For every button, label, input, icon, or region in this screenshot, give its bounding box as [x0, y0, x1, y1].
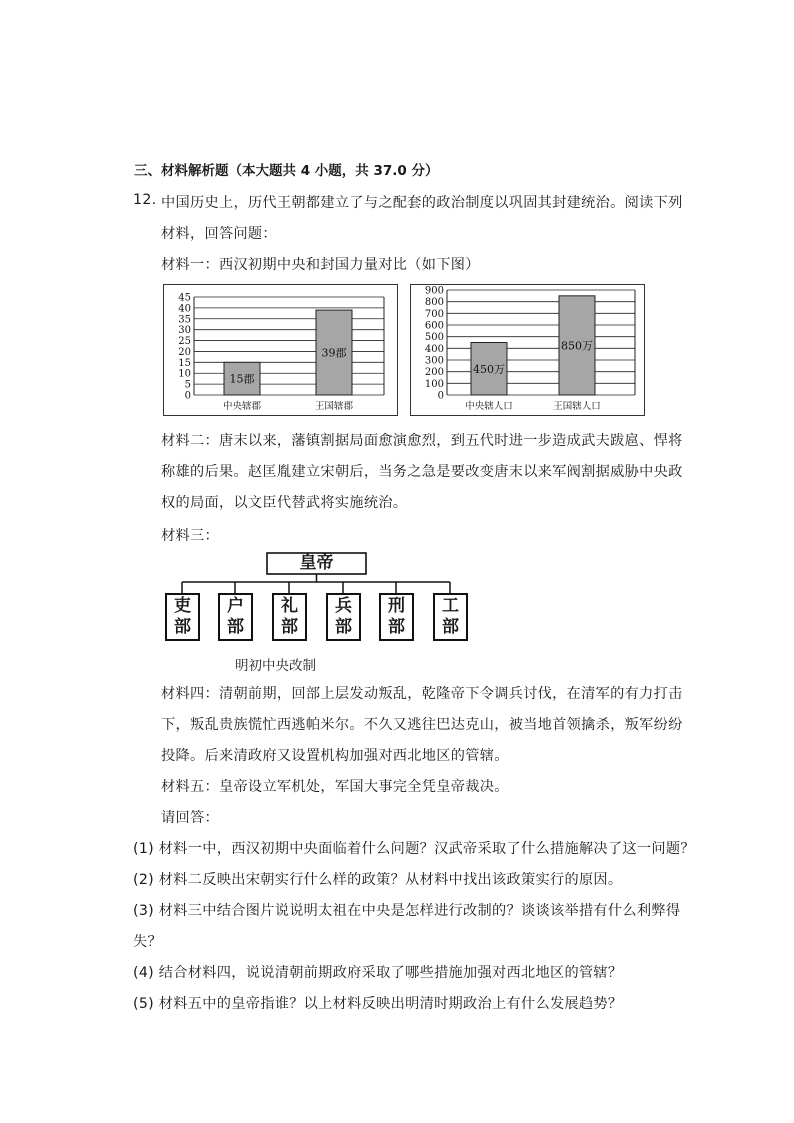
y-tick-label: 800 [424, 297, 444, 309]
material4-line3: 投降。后来清政府又设置机构加强对西北地区的管辖。 [161, 748, 509, 764]
question-intro-line2: 材料，回答问题： [161, 226, 277, 242]
bar-data-label: 450万 [473, 362, 505, 376]
y-tick-label: 30 [178, 325, 191, 337]
material4-line2: 下，叛乱贵族慌忙西逃帕米尔。不久又逃往巴达克山，被当地首领擒杀，叛军纷纷 [161, 717, 683, 733]
dept-char: 部 [442, 617, 459, 637]
org-chart-caption: 明初中央改制 [235, 658, 316, 674]
bar-data-label: 39郡 [321, 346, 347, 360]
question-number: 12. [133, 192, 157, 208]
y-tick-label: 35 [178, 314, 191, 326]
dept-char: 部 [281, 617, 298, 637]
dept-char: 部 [227, 617, 244, 637]
org-chart [165, 552, 470, 644]
dept-gongbu [434, 596, 467, 638]
dept-hubu [219, 596, 252, 638]
dept-libu-official [166, 596, 199, 638]
y-tick-label: 40 [178, 303, 191, 315]
sub-question-4: (4) 结合材料四，说说清朝前期政府采取了哪些措施加强对西北地区的管辖？ [133, 965, 623, 981]
sub-question-3-line2: 失？ [133, 934, 162, 950]
material3-title: 材料三： [161, 528, 219, 544]
y-tick-label: 10 [178, 368, 191, 380]
y-tick-label: 900 [424, 285, 444, 297]
y-tick-label: 0 [437, 390, 444, 402]
emperor-box-label: 皇帝 [299, 553, 334, 573]
y-tick-label: 15 [178, 357, 191, 369]
y-tick-label: 5 [184, 379, 191, 391]
chart-commanderies-svg [164, 285, 397, 415]
chart-population-svg [411, 285, 644, 415]
y-tick-label: 500 [424, 332, 444, 344]
x-category-label: 中央辖人口 [465, 401, 513, 412]
dept-bingbu [327, 596, 360, 638]
dept-xingbu [380, 596, 413, 638]
dept-libu-rites [273, 596, 306, 638]
dept-char: 部 [174, 617, 191, 637]
chart-population [410, 284, 645, 416]
dept-char: 刑 [388, 596, 405, 616]
y-tick-label: 300 [424, 355, 444, 367]
material2-line3: 权的局面，以文臣代替武将实施统治。 [161, 495, 408, 511]
dept-char: 部 [388, 617, 405, 637]
material2-line2: 称雄的后果。赵匡胤建立宋朝后，当务之急是要改变唐末以来军阀割据威胁中央政 [161, 464, 683, 480]
dept-char: 吏 [174, 596, 191, 616]
dept-char: 户 [227, 596, 244, 616]
x-category-label: 中央辖郡 [222, 401, 262, 412]
y-tick-label: 600 [424, 320, 444, 332]
section-heading: 三、材料解析题（本大题共 4 小题，共 37.0 分） [134, 163, 439, 179]
y-tick-label: 25 [178, 336, 191, 348]
dept-char: 兵 [335, 596, 352, 616]
dept-char: 部 [335, 617, 352, 637]
x-category-label: 王国辖人口 [553, 401, 601, 412]
sub-question-1: (1) 材料一中，西汉初期中央面临着什么问题？汉武帝采取了什么措施解决了这一问题？ [133, 841, 695, 857]
material5: 材料五：皇帝设立军机处，军国大事完全凭皇帝裁决。 [161, 779, 509, 795]
y-tick-label: 700 [424, 308, 444, 320]
x-category-label: 王国辖郡 [314, 401, 354, 412]
bar-data-label: 850万 [561, 339, 593, 353]
y-tick-label: 20 [178, 346, 191, 358]
material2-line1: 材料二：唐末以来，藩镇割据局面愈演愈烈，到五代时进一步造成武夫跋扈、悍将 [161, 433, 683, 449]
dept-char: 礼 [281, 596, 298, 616]
bar-data-label: 15郡 [229, 372, 255, 386]
y-tick-label: 0 [184, 390, 191, 402]
y-tick-label: 400 [424, 343, 444, 355]
dept-char: 工 [442, 596, 459, 616]
y-tick-label: 200 [424, 367, 444, 379]
chart-commanderies [163, 284, 398, 416]
sub-question-5: (5) 材料五中的皇帝指谁？以上材料反映出明清时期政治上有什么发展趋势？ [133, 996, 623, 1012]
question-intro-line1: 中国历史上，历代王朝都建立了与之配套的政治制度以巩固其封建统治。阅读下列 [161, 195, 683, 211]
y-tick-label: 45 [178, 292, 191, 304]
please-answer: 请回答： [161, 810, 219, 826]
material4-line1: 材料四：清朝前期，回部上层发动叛乱，乾隆帝下令调兵讨伐，在清军的有力打击 [161, 686, 683, 702]
y-tick-label: 100 [424, 378, 444, 390]
material1-title: 材料一：西汉初期中央和封国力量对比（如下图） [161, 257, 480, 273]
sub-question-3-line1: (3) 材料三中结合图片说说明太祖在中央是怎样进行改制的？谈谈该举措有什么利弊得 [133, 903, 681, 919]
sub-question-2: (2) 材料二反映出宋朝实行什么样的政策？从材料中找出该政策实行的原因。 [133, 872, 623, 888]
